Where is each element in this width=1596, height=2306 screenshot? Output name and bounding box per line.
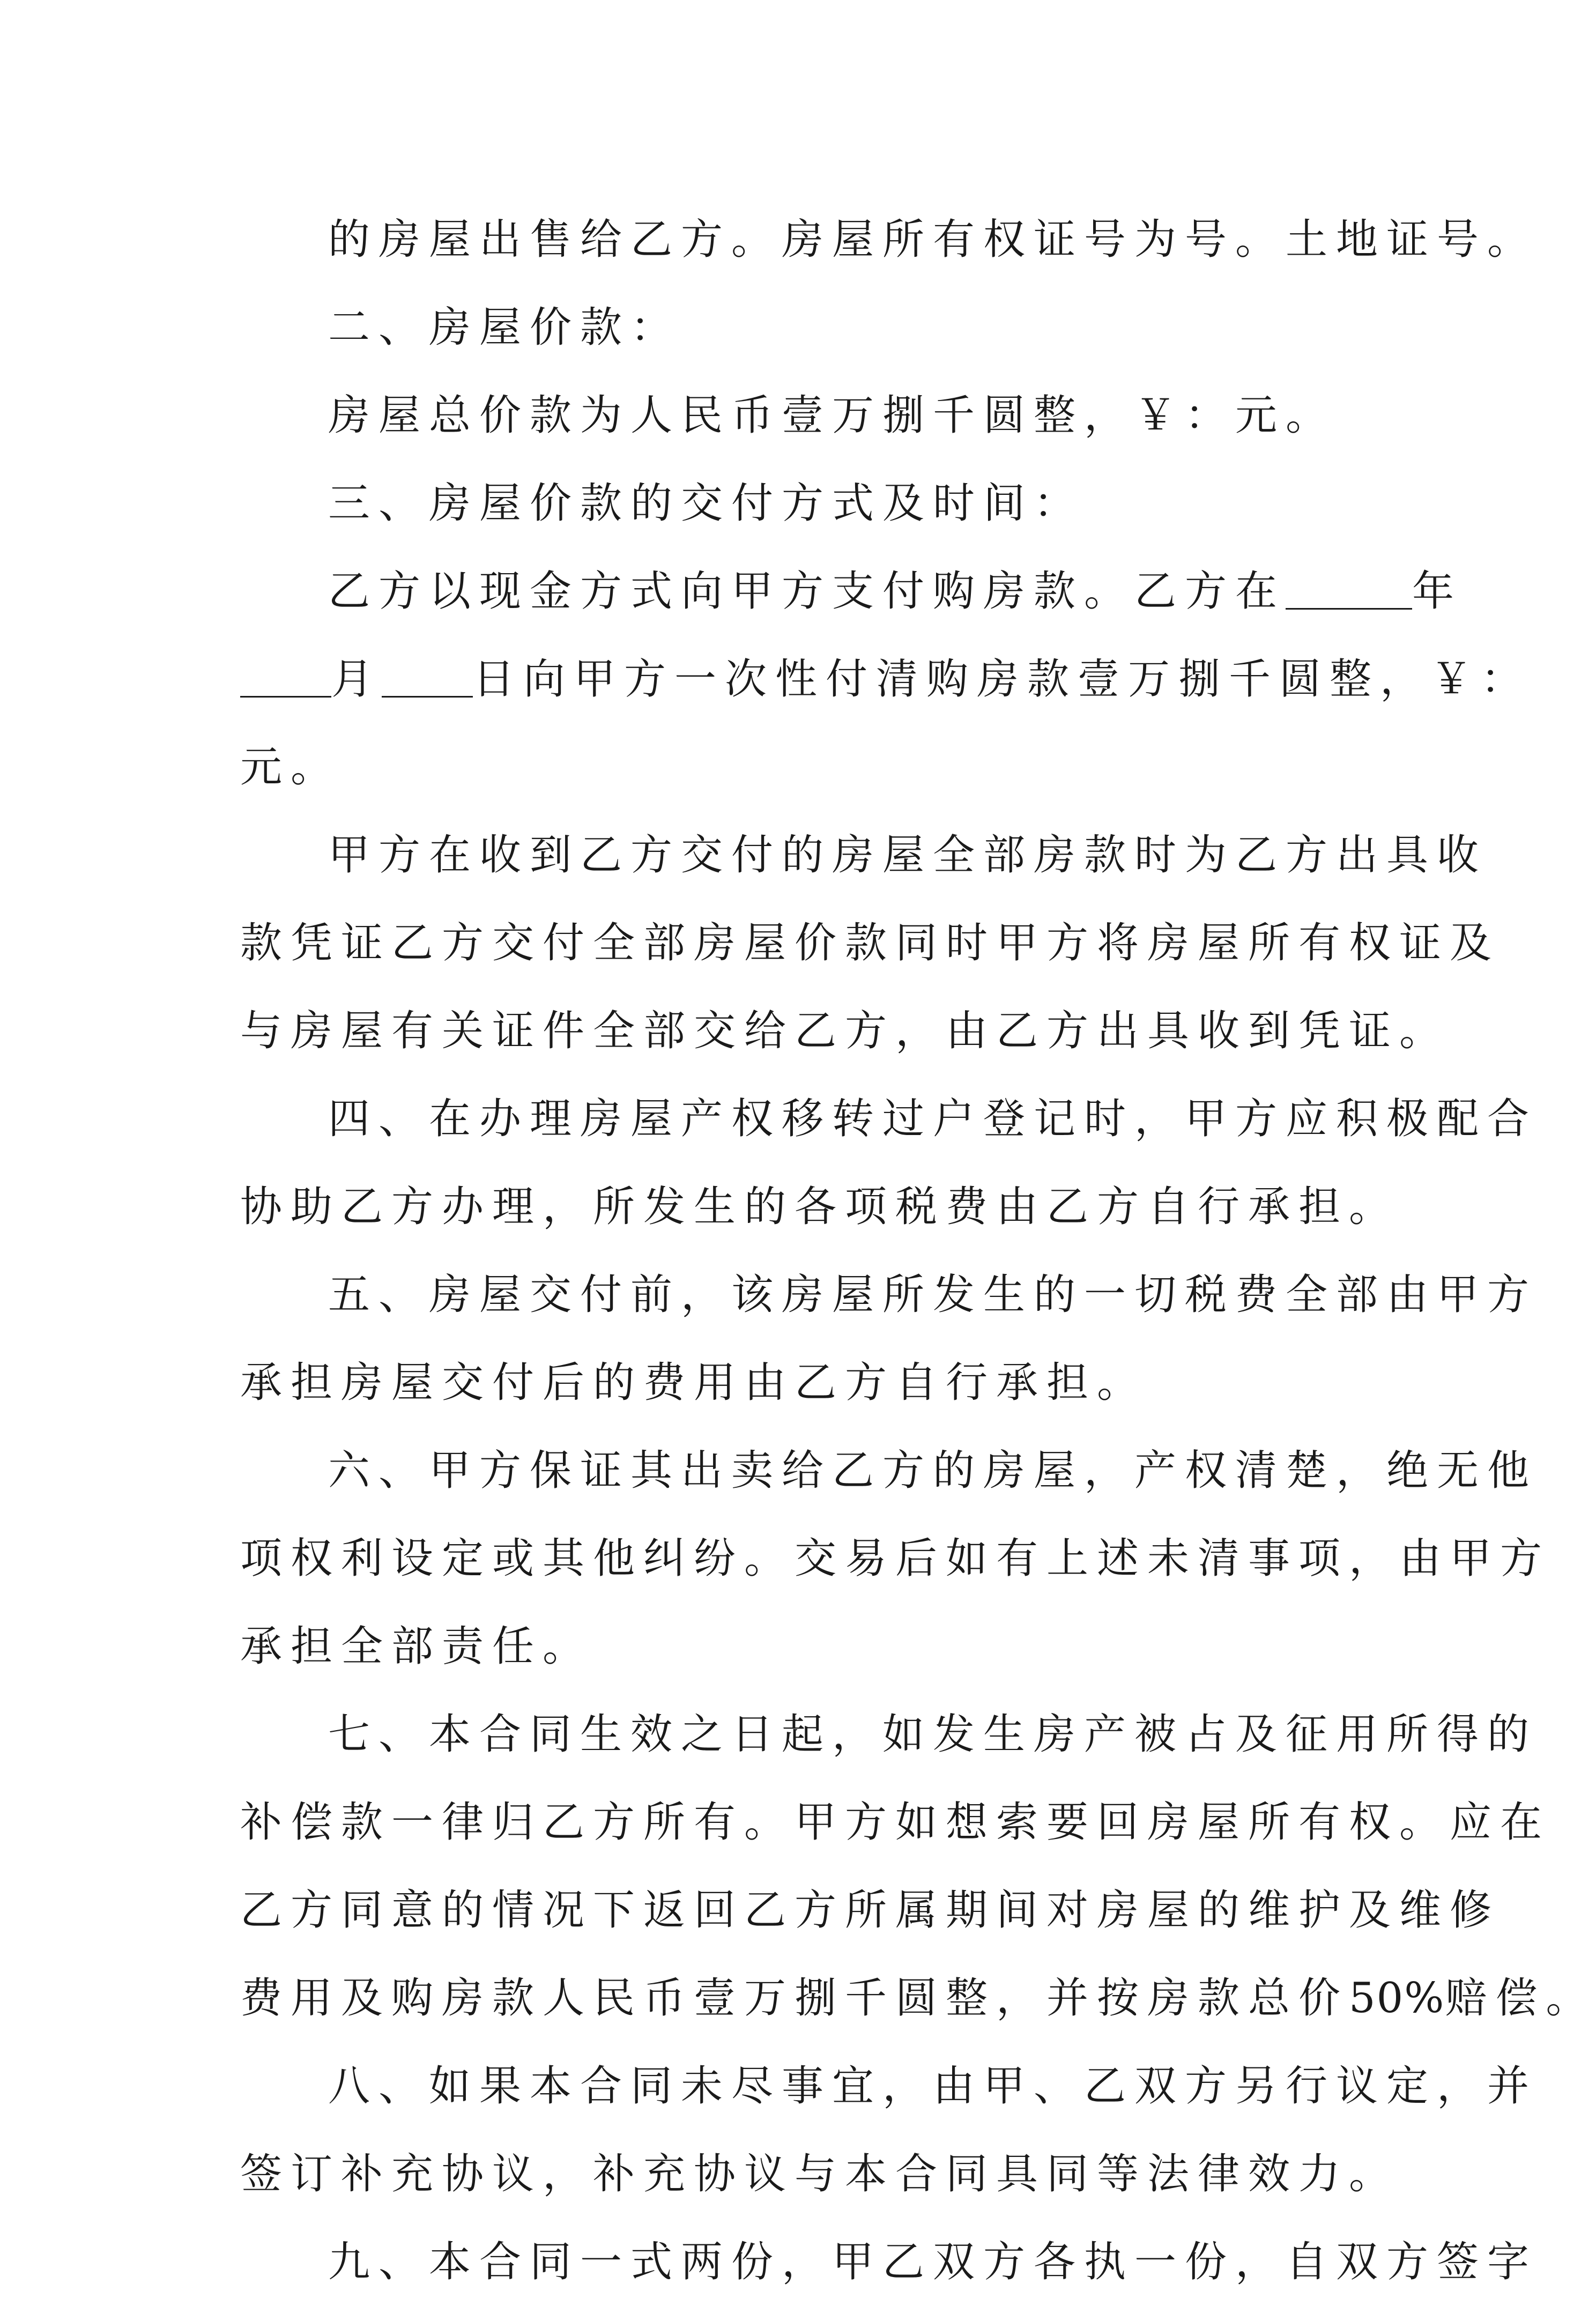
paragraph-line: 签订补充协议，补充协议与本合同具同等法律效力。 bbox=[240, 2150, 1400, 2198]
line-text: 赔偿。 bbox=[1445, 1974, 1596, 2022]
paragraph-line: 甲方在收到乙方交付的房屋全部房款时为乙方出具收 bbox=[328, 831, 1488, 879]
paragraph-line bbox=[240, 1954, 1596, 2042]
paragraph-line: 房屋总价款为人民币壹万捌千圆整，￥：元。 bbox=[328, 391, 1337, 440]
paragraph-line bbox=[240, 547, 1463, 635]
section-nine-line: 九、本合同一式两份，甲乙双方各执一份，自双方签字 bbox=[328, 2238, 1538, 2286]
paragraph-line: 的房屋出售给乙方。房屋所有权证号为号。土地证号。 bbox=[328, 216, 1538, 264]
paragraph-line: 元。 bbox=[240, 743, 342, 791]
percentage-value: 50% bbox=[1349, 1974, 1445, 2022]
paragraph-line bbox=[240, 635, 1532, 723]
paragraph-line: 项权利设定或其他纠纷。交易后如有上述未清事项，由甲方 bbox=[240, 1534, 1551, 1583]
paragraph-line: 补偿款一律归乙方所有。甲方如想索要回房屋所有权。应在 bbox=[240, 1798, 1551, 1847]
line-text: 日向甲方一次性付清购房款壹万捌千圆整，￥： bbox=[473, 655, 1532, 703]
section-seven-line: 七、本合同生效之日起，如发生房产被占及征用所得的 bbox=[328, 1710, 1538, 1759]
contract-body bbox=[240, 196, 1596, 2306]
paragraph-line: 协助乙方办理，所发生的各项税费由乙方自行承担。 bbox=[240, 1183, 1400, 1231]
paragraph-line: 与房屋有关证件全部交给乙方，由乙方出具收到凭证。 bbox=[240, 1007, 1450, 1055]
section-heading-payment: 三、房屋价款的交付方式及时间： bbox=[328, 479, 1085, 528]
line-text: 月 bbox=[331, 655, 382, 703]
paragraph-line: 承担房屋交付后的费用由乙方自行承担。 bbox=[240, 1359, 1148, 1407]
paragraph-line: 承担全部责任。 bbox=[240, 1622, 593, 1671]
line-text: 乙方以现金方式向甲方支付购房款。乙方在 bbox=[328, 567, 1286, 616]
paragraph-line: 款凭证乙方交付全部房屋价款同时甲方将房屋所有权证及 bbox=[240, 919, 1501, 967]
line-text: 年 bbox=[1412, 567, 1463, 616]
section-six-line: 六、甲方保证其出卖给乙方的房屋，产权清楚，绝无他 bbox=[328, 1447, 1538, 1495]
section-heading-price: 二、房屋价款： bbox=[328, 303, 681, 352]
year-blank-field[interactable] bbox=[1286, 570, 1412, 610]
day-blank-field[interactable] bbox=[382, 658, 473, 698]
section-five-line: 五、房屋交付前，该房屋所发生的一切税费全部由甲方 bbox=[328, 1271, 1538, 1319]
paragraph-line: 乙方同意的情况下返回乙方所属期间对房屋的维护及维修 bbox=[240, 1886, 1501, 1934]
line-text: 费用及购房款人民币壹万捌千圆整，并按房款总价 bbox=[240, 1974, 1349, 2022]
section-four-line: 四、在办理房屋产权移转过户登记时，甲方应积极配合 bbox=[328, 1095, 1538, 1143]
section-eight-line: 八、如果本合同未尽事宜，由甲、乙双方另行议定，并 bbox=[328, 2062, 1538, 2110]
month-blank-field[interactable] bbox=[240, 658, 331, 698]
